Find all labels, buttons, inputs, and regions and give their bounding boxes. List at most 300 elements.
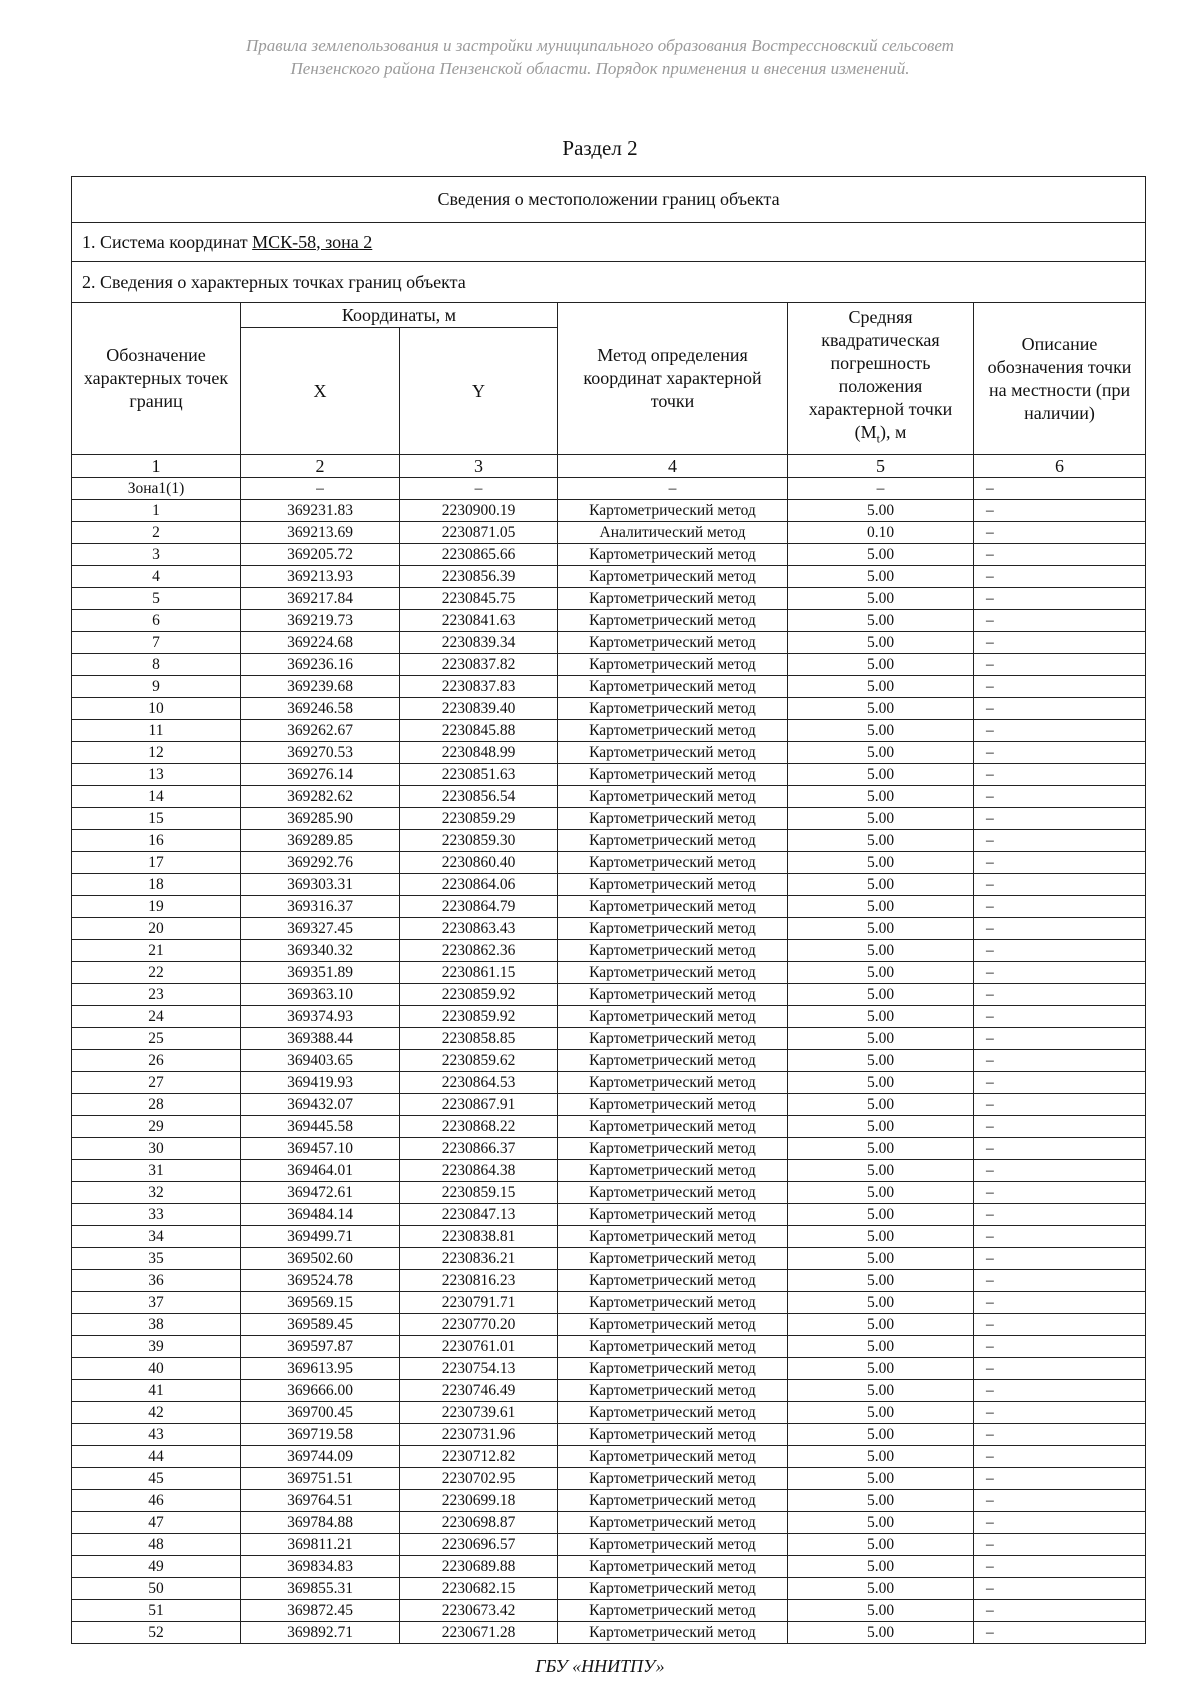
coord-y: 2230673.42 <box>400 1600 558 1622</box>
coord-y: 2230866.37 <box>400 1138 558 1160</box>
coord-x: 369276.14 <box>241 764 400 786</box>
coord-x: 369316.37 <box>241 896 400 918</box>
point-number: 49 <box>72 1556 241 1578</box>
coord-x: 369524.78 <box>241 1270 400 1292</box>
method: Картометрический метод <box>558 1446 788 1468</box>
table-row <box>72 654 1146 676</box>
coord-y: 2230845.88 <box>400 720 558 742</box>
table-row <box>72 984 1146 1006</box>
coord-x: 369213.93 <box>241 566 400 588</box>
table-row <box>72 1578 1146 1600</box>
method: Картометрический метод <box>558 1622 788 1644</box>
coord-y: 2230746.49 <box>400 1380 558 1402</box>
mean-error: 5.00 <box>788 1314 974 1336</box>
description: – <box>974 830 1146 852</box>
table-row <box>72 1182 1146 1204</box>
coord-y: 2230839.40 <box>400 698 558 720</box>
description: – <box>974 1446 1146 1468</box>
description: – <box>974 1358 1146 1380</box>
method: Картометрический метод <box>558 896 788 918</box>
col-header-description: Описание обозначения точки на местности (при наличии) <box>974 303 1146 455</box>
point-number: 22 <box>72 962 241 984</box>
mean-error: 5.00 <box>788 1534 974 1556</box>
coord-x: 369374.93 <box>241 1006 400 1028</box>
point-number: 8 <box>72 654 241 676</box>
description: – <box>974 1402 1146 1424</box>
method: Картометрический метод <box>558 1226 788 1248</box>
description: – <box>974 1468 1146 1490</box>
table-row <box>72 1512 1146 1534</box>
coord-x: 369219.73 <box>241 610 400 632</box>
col-header-coordinates: Координаты, м <box>241 303 558 328</box>
method: Картометрический метод <box>558 698 788 720</box>
point-number: 1 <box>72 500 241 522</box>
point-number: 9 <box>72 676 241 698</box>
method: Картометрический метод <box>558 874 788 896</box>
point-number: 48 <box>72 1534 241 1556</box>
mean-error: 5.00 <box>788 1424 974 1446</box>
coord-y: 2230836.21 <box>400 1248 558 1270</box>
table-row <box>72 786 1146 808</box>
header-line-1: Правила землепользования и застройки муниципального образования Вострессновский сельсовет <box>246 36 954 55</box>
table-row <box>72 1006 1146 1028</box>
coord-x: 369262.67 <box>241 720 400 742</box>
coord-x: 369666.00 <box>241 1380 400 1402</box>
point-number: 27 <box>72 1072 241 1094</box>
method: Картометрический метод <box>558 1468 788 1490</box>
description: – <box>974 720 1146 742</box>
coord-y: 2230712.82 <box>400 1446 558 1468</box>
method: Картометрический метод <box>558 1556 788 1578</box>
table-row <box>72 874 1146 896</box>
mean-error: 5.00 <box>788 1116 974 1138</box>
table-row <box>72 1336 1146 1358</box>
point-number: 42 <box>72 1402 241 1424</box>
description: – <box>974 1622 1146 1644</box>
coord-x: 369700.45 <box>241 1402 400 1424</box>
point-number: 14 <box>72 786 241 808</box>
point-number: 37 <box>72 1292 241 1314</box>
description: – <box>974 544 1146 566</box>
point-number: 10 <box>72 698 241 720</box>
description: – <box>974 1138 1146 1160</box>
mean-error: 5.00 <box>788 1050 974 1072</box>
coord-x: 369613.95 <box>241 1358 400 1380</box>
col-number: 2 <box>241 455 400 478</box>
coord-y: 2230871.05 <box>400 522 558 544</box>
description: – <box>974 1292 1146 1314</box>
coord-x: 369270.53 <box>241 742 400 764</box>
point-number: 35 <box>72 1248 241 1270</box>
method: Картометрический метод <box>558 940 788 962</box>
table-row <box>72 500 1146 522</box>
coord-x: 369292.76 <box>241 852 400 874</box>
coord-x: 369340.32 <box>241 940 400 962</box>
coord-x: 369457.10 <box>241 1138 400 1160</box>
col-header-designation: Обозначение характерных точек границ <box>72 303 241 455</box>
mean-error: 5.00 <box>788 1270 974 1292</box>
mean-error: 5.00 <box>788 588 974 610</box>
description: – <box>974 1226 1146 1248</box>
coord-y: 2230859.92 <box>400 1006 558 1028</box>
mean-error: 5.00 <box>788 1380 974 1402</box>
method: Аналитический метод <box>558 522 788 544</box>
coord-x: 369236.16 <box>241 654 400 676</box>
description: – <box>974 1028 1146 1050</box>
coord-x: 369231.83 <box>241 500 400 522</box>
mean-error: 5.00 <box>788 720 974 742</box>
mean-error: 0.10 <box>788 522 974 544</box>
mean-error: 5.00 <box>788 1226 974 1248</box>
table-row <box>72 588 1146 610</box>
description: – <box>974 1600 1146 1622</box>
point-number: 24 <box>72 1006 241 1028</box>
mean-error: 5.00 <box>788 610 974 632</box>
description: – <box>974 1270 1146 1292</box>
coord-y: 2230851.63 <box>400 764 558 786</box>
coord-x: 369464.01 <box>241 1160 400 1182</box>
method: Картометрический метод <box>558 1072 788 1094</box>
coord-y: 2230865.66 <box>400 544 558 566</box>
method: Картометрический метод <box>558 786 788 808</box>
mean-error: 5.00 <box>788 852 974 874</box>
description: – <box>974 1006 1146 1028</box>
method: Картометрический метод <box>558 566 788 588</box>
mean-error: 5.00 <box>788 1292 974 1314</box>
coord-y: 2230698.87 <box>400 1512 558 1534</box>
boundary-points-table <box>71 176 1146 1644</box>
coord-y: 2230867.91 <box>400 1094 558 1116</box>
mean-error: 5.00 <box>788 962 974 984</box>
coord-x: 369751.51 <box>241 1468 400 1490</box>
point-number: 45 <box>72 1468 241 1490</box>
method: Картометрический метод <box>558 852 788 874</box>
coord-y: 2230856.54 <box>400 786 558 808</box>
method: Картометрический метод <box>558 1160 788 1182</box>
description: – <box>974 1248 1146 1270</box>
coord-y: 2230702.95 <box>400 1468 558 1490</box>
description: – <box>974 786 1146 808</box>
method: Картометрический метод <box>558 808 788 830</box>
coord-x: 369351.89 <box>241 962 400 984</box>
point-number: 6 <box>72 610 241 632</box>
description: – <box>974 1182 1146 1204</box>
point-number: 51 <box>72 1600 241 1622</box>
mean-error: 5.00 <box>788 1446 974 1468</box>
coord-x: 369445.58 <box>241 1116 400 1138</box>
mean-error: 5.00 <box>788 1578 974 1600</box>
mean-error: 5.00 <box>788 1138 974 1160</box>
method: Картометрический метод <box>558 588 788 610</box>
method: Картометрический метод <box>558 1270 788 1292</box>
point-number: 16 <box>72 830 241 852</box>
mean-error: 5.00 <box>788 566 974 588</box>
method: Картометрический метод <box>558 742 788 764</box>
description: – <box>974 742 1146 764</box>
table-row <box>72 962 1146 984</box>
method: Картометрический метод <box>558 764 788 786</box>
mean-error: 5.00 <box>788 500 974 522</box>
coord-y: 2230861.15 <box>400 962 558 984</box>
coord-y: 2230696.57 <box>400 1534 558 1556</box>
point-number: 18 <box>72 874 241 896</box>
method: Картометрический метод <box>558 610 788 632</box>
coord-y: 2230864.06 <box>400 874 558 896</box>
description: – <box>974 1512 1146 1534</box>
mean-error: 5.00 <box>788 1468 974 1490</box>
coord-x: 369282.62 <box>241 786 400 808</box>
table-row <box>72 566 1146 588</box>
mean-error: 5.00 <box>788 830 974 852</box>
table-row <box>72 1314 1146 1336</box>
coordinate-system-row <box>72 223 1146 262</box>
col-number: 3 <box>400 455 558 478</box>
table-row <box>72 852 1146 874</box>
coord-y: 2230689.88 <box>400 1556 558 1578</box>
point-number: 46 <box>72 1490 241 1512</box>
method: Картометрический метод <box>558 1534 788 1556</box>
mean-error: 5.00 <box>788 1336 974 1358</box>
description: – <box>974 1116 1146 1138</box>
point-number: 7 <box>72 632 241 654</box>
method: Картометрический метод <box>558 1424 788 1446</box>
coord-y: 2230841.63 <box>400 610 558 632</box>
method: Картометрический метод <box>558 1402 788 1424</box>
description: – <box>974 940 1146 962</box>
table-row <box>72 1402 1146 1424</box>
description: – <box>974 1534 1146 1556</box>
table-row <box>72 522 1146 544</box>
coord-y: 2230770.20 <box>400 1314 558 1336</box>
description: – <box>974 1490 1146 1512</box>
point-number: 4 <box>72 566 241 588</box>
coord-y: 2230791.71 <box>400 1292 558 1314</box>
table-row <box>72 610 1146 632</box>
point-number: 44 <box>72 1446 241 1468</box>
coord-y: 2230864.79 <box>400 896 558 918</box>
description: – <box>974 896 1146 918</box>
method: Картометрический метод <box>558 1600 788 1622</box>
point-number: 43 <box>72 1424 241 1446</box>
coord-x: 369363.10 <box>241 984 400 1006</box>
description: – <box>974 918 1146 940</box>
table-row <box>72 1468 1146 1490</box>
method: Картометрический метод <box>558 830 788 852</box>
coord-y: 2230682.15 <box>400 1578 558 1600</box>
coord-y: 2230761.01 <box>400 1336 558 1358</box>
description: – <box>974 808 1146 830</box>
method: Картометрический метод <box>558 1292 788 1314</box>
method: Картометрический метод <box>558 1094 788 1116</box>
method: Картометрический метод <box>558 1028 788 1050</box>
method: Картометрический метод <box>558 1358 788 1380</box>
coord-y: 2230859.92 <box>400 984 558 1006</box>
description: – <box>974 522 1146 544</box>
coord-y: 2230856.39 <box>400 566 558 588</box>
coord-x: 369719.58 <box>241 1424 400 1446</box>
method: Картометрический метод <box>558 1248 788 1270</box>
coord-y: 2230847.13 <box>400 1204 558 1226</box>
point-number: 12 <box>72 742 241 764</box>
coord-y: 2230860.40 <box>400 852 558 874</box>
coord-x: 369419.93 <box>241 1072 400 1094</box>
method: Картометрический метод <box>558 962 788 984</box>
coord-y: 2230671.28 <box>400 1622 558 1644</box>
coord-y: 2230739.61 <box>400 1402 558 1424</box>
point-number: 38 <box>72 1314 241 1336</box>
point-number: 32 <box>72 1182 241 1204</box>
table-row <box>72 1292 1146 1314</box>
zone-error: – <box>788 478 974 500</box>
method: Картометрический метод <box>558 1116 788 1138</box>
mean-error: 5.00 <box>788 544 974 566</box>
table-row <box>72 1600 1146 1622</box>
table-row <box>72 742 1146 764</box>
coord-x: 369784.88 <box>241 1512 400 1534</box>
method: Картометрический метод <box>558 1512 788 1534</box>
table-row <box>72 940 1146 962</box>
point-number: 13 <box>72 764 241 786</box>
description: – <box>974 654 1146 676</box>
mean-error: 5.00 <box>788 1490 974 1512</box>
coord-x: 369484.14 <box>241 1204 400 1226</box>
method: Картометрический метод <box>558 1490 788 1512</box>
description: – <box>974 1578 1146 1600</box>
mean-error: 5.00 <box>788 1600 974 1622</box>
mean-error-label: Средняя квадратическая погрешность положения характерной точки (M <box>808 307 953 443</box>
coord-x: 369764.51 <box>241 1490 400 1512</box>
mean-error: 5.00 <box>788 1622 974 1644</box>
point-number: 3 <box>72 544 241 566</box>
mean-error: 5.00 <box>788 808 974 830</box>
coord-x: 369285.90 <box>241 808 400 830</box>
coord-y: 2230864.53 <box>400 1072 558 1094</box>
point-number: 33 <box>72 1204 241 1226</box>
method: Картометрический метод <box>558 676 788 698</box>
table-row <box>72 1490 1146 1512</box>
mean-error: 5.00 <box>788 632 974 654</box>
coord-y: 2230868.22 <box>400 1116 558 1138</box>
table-row <box>72 676 1146 698</box>
coord-x: 369303.31 <box>241 874 400 896</box>
description: – <box>974 1050 1146 1072</box>
mean-error: 5.00 <box>788 918 974 940</box>
point-number: 25 <box>72 1028 241 1050</box>
coord-y: 2230859.62 <box>400 1050 558 1072</box>
mean-error: 5.00 <box>788 1160 974 1182</box>
table-row <box>72 1534 1146 1556</box>
coord-y: 2230816.23 <box>400 1270 558 1292</box>
table-row <box>72 896 1146 918</box>
mean-error: 5.00 <box>788 896 974 918</box>
description: – <box>974 1424 1146 1446</box>
description: – <box>974 1314 1146 1336</box>
coord-y: 2230731.96 <box>400 1424 558 1446</box>
method: Картометрический метод <box>558 1006 788 1028</box>
mean-error: 5.00 <box>788 698 974 720</box>
method: Картометрический метод <box>558 1138 788 1160</box>
coord-x: 369569.15 <box>241 1292 400 1314</box>
coord-y: 2230837.83 <box>400 676 558 698</box>
point-number: 52 <box>72 1622 241 1644</box>
coord-x: 369246.58 <box>241 698 400 720</box>
coord-y: 2230858.85 <box>400 1028 558 1050</box>
coord-x: 369432.07 <box>241 1094 400 1116</box>
col-number: 4 <box>558 455 788 478</box>
mean-error: 5.00 <box>788 1248 974 1270</box>
point-number: 30 <box>72 1138 241 1160</box>
coordinate-system-value: МСК-58, зона 2 <box>252 231 373 252</box>
mean-error: 5.00 <box>788 1028 974 1050</box>
mean-error-unit: ), м <box>879 422 907 443</box>
zone-label: Зона1(1) <box>72 478 241 500</box>
description: – <box>974 1160 1146 1182</box>
table-row <box>72 632 1146 654</box>
point-number: 5 <box>72 588 241 610</box>
col-header-y: Y <box>400 328 558 455</box>
method: Картометрический метод <box>558 654 788 676</box>
point-number: 50 <box>72 1578 241 1600</box>
point-number: 26 <box>72 1050 241 1072</box>
coord-x: 369744.09 <box>241 1446 400 1468</box>
point-number: 47 <box>72 1512 241 1534</box>
table-title: Сведения о местоположении границ объекта <box>72 177 1146 223</box>
point-number: 23 <box>72 984 241 1006</box>
coord-x: 369472.61 <box>241 1182 400 1204</box>
point-number: 36 <box>72 1270 241 1292</box>
coord-x: 369205.72 <box>241 544 400 566</box>
mean-error: 5.00 <box>788 1402 974 1424</box>
mean-error: 5.00 <box>788 1094 974 1116</box>
description: – <box>974 632 1146 654</box>
description: – <box>974 1336 1146 1358</box>
description: – <box>974 1556 1146 1578</box>
table-row <box>72 1270 1146 1292</box>
description: – <box>974 764 1146 786</box>
mean-error: 5.00 <box>788 1556 974 1578</box>
method: Картометрический метод <box>558 1380 788 1402</box>
description: – <box>974 1204 1146 1226</box>
point-number: 40 <box>72 1358 241 1380</box>
description: – <box>974 610 1146 632</box>
coord-y: 2230859.29 <box>400 808 558 830</box>
coord-x: 369855.31 <box>241 1578 400 1600</box>
description: – <box>974 852 1146 874</box>
mean-error-subscript: t <box>876 431 880 446</box>
point-number: 17 <box>72 852 241 874</box>
method: Картометрический метод <box>558 1182 788 1204</box>
coord-y: 2230900.19 <box>400 500 558 522</box>
table-row <box>72 1072 1146 1094</box>
mean-error: 5.00 <box>788 1072 974 1094</box>
coord-x: 369213.69 <box>241 522 400 544</box>
col-number: 5 <box>788 455 974 478</box>
coord-x: 369811.21 <box>241 1534 400 1556</box>
coord-x: 369834.83 <box>241 1556 400 1578</box>
table-row <box>72 1204 1146 1226</box>
description: – <box>974 566 1146 588</box>
col-number: 1 <box>72 455 241 478</box>
coord-x: 369217.84 <box>241 588 400 610</box>
method: Картометрический метод <box>558 720 788 742</box>
coordinate-system-label: 1. Система координат <box>82 231 253 252</box>
table-row <box>72 1358 1146 1380</box>
points-heading: 2. Сведения о характерных точках границ объекта <box>72 262 1146 303</box>
point-number: 19 <box>72 896 241 918</box>
col-header-method: Метод определения координат характерной точки <box>558 303 788 455</box>
section-title: Раздел 2 <box>562 136 638 160</box>
point-number: 29 <box>72 1116 241 1138</box>
